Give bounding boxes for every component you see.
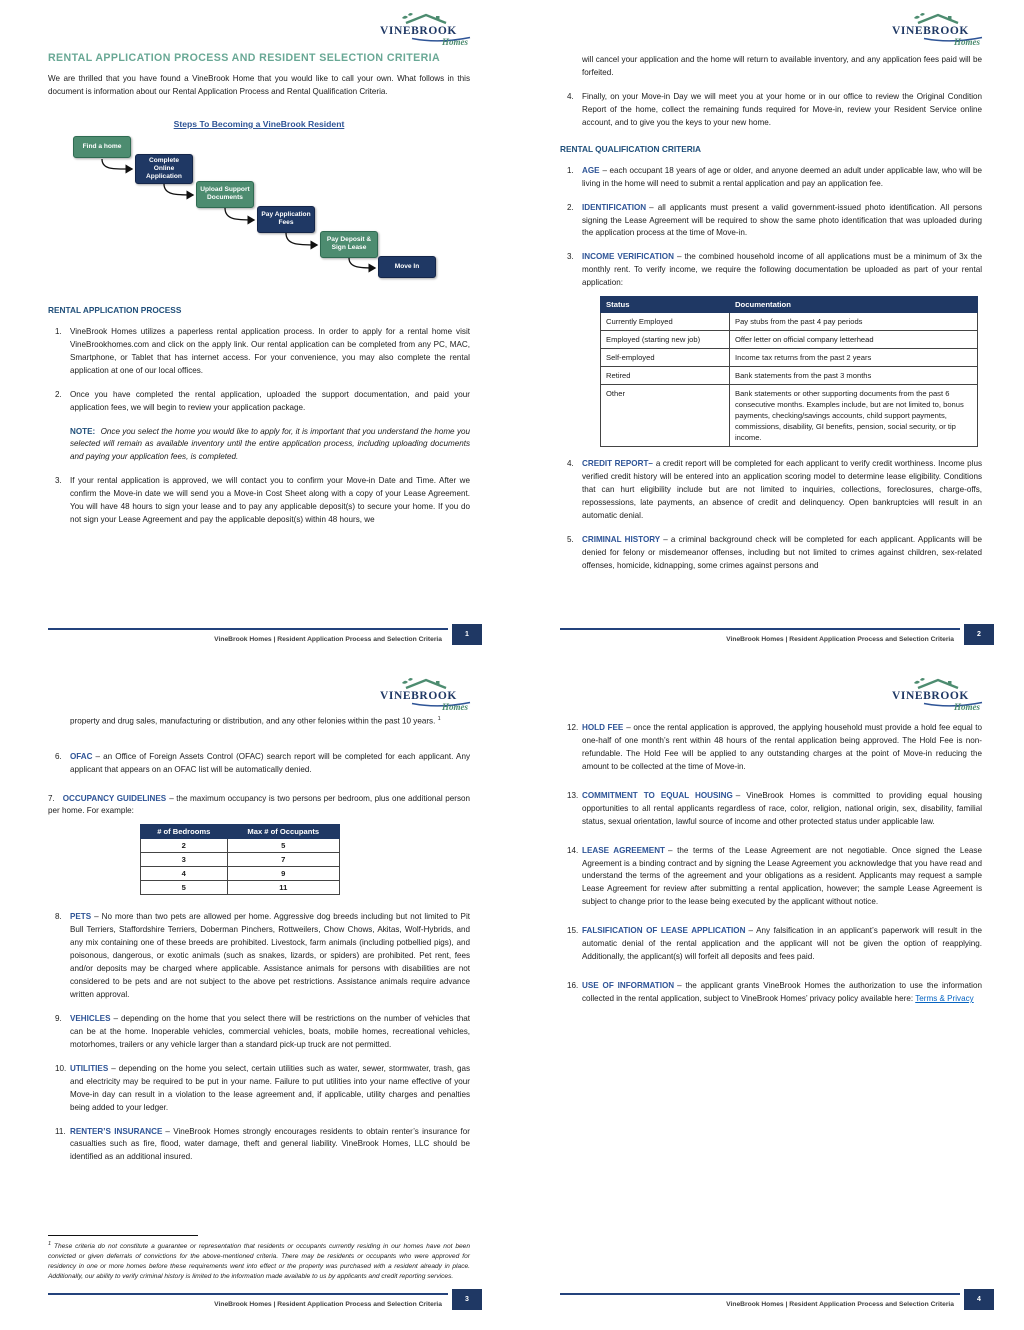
continuation-paragraph: will cancel your application and the home will return to available inventory, and any application fees paid will be forfeited. [582,55,982,77]
criteria-item-income-verification: 3. INCOME VERIFICATION – the combined household income of all applications must be a minimum of 3x the monthly rent. To verify income, we require the following documentation be uploaded as part of your rental application: [567,252,982,288]
income-documentation-table [600,296,978,447]
page-number-badge: 2 [964,624,994,645]
note-paragraph [70,426,470,465]
item-number: 3. [55,476,62,486]
list-item-1 [48,326,470,378]
page-4 [512,665,1024,1330]
table-row: 4 9 [141,867,340,881]
flowchart-title: Steps To Becoming a VineBrook Resident [173,118,345,129]
table-row: Self-employed Income tax returns from the past 2 years [601,349,978,367]
column-header-documentation: Documentation [730,297,978,313]
list-item-2 [48,389,470,415]
footer-rule [48,628,448,630]
flow-step-upload-documents: Upload Support Documents [196,181,254,208]
table-row: Employed (starting new job) Offer letter on official company letterhead [601,331,978,349]
footer-text: VineBrook Homes | Resident Application Process and Selection Criteria [214,636,442,643]
page-number-badge: 4 [964,1289,994,1310]
flow-step-pay-fees: Pay Application Fees [257,206,315,233]
terms-privacy-link[interactable]: Terms & Privacy [915,994,974,1003]
criteria-item-pets: 8. PETS – No more than two pets are allowed per home. Aggressive dog breeds including but not limited to Pit Bull Terriers, Staffordshire Terriers, Doberman Pinchers, Rottweilers, Chow Chows, Akitas, Wolf-Hybrids, and any mix containing one of these breeds are prohibited. Livestock, farm animals (including potbellied pigs), and poisonous, dangerous, or exotic animals (such as snakes, lizards, or spiders) are prohibited. Pet rent, fees and/or deposits may be charged where applicable. Assistance animals for persons with disabilities are not considered to be pets and are not subject to the above pet restrictions. Assistance animals require advance written approval. [55,912,470,999]
svg-text:Homes: Homes [954,702,980,711]
flow-step-find-a-home: Find a home [73,136,131,158]
table-row: Other Bank statements or other supporting documents from the past 6 consecutive months. Examples include, but are not limited to, bonus payments, checking/savings accounts, child support payments, commissions, disability, GI benefits, pension, social security, or tip income. [601,385,978,447]
item-number: 2. [55,389,62,399]
criteria-item-lease-agreement: 14. LEASE AGREEMENT – the terms of the Lease Agreement are not negotiable. Once signed the Lease Agreement is a binding contract and by signing the Lease Agreement you acknowledge that you have read and understand the terms of the agreement and your obligations as a resident. Applicants may request a sample Lease Agreement for review after submitting a rental application, however; the sample Lease Agreement is subject to change prior to the lease being executed by the applicant without notice. [567,845,982,907]
table-row: 2 5 [141,839,340,853]
table-row: Retired Bank statements from the past 3 months [601,367,978,385]
table-row: 5 11 [141,881,340,895]
steps-flowchart [48,133,470,291]
column-header-bedrooms: # of Bedrooms [141,825,228,839]
footnote-text: These criteria do not constitute a guarantee or representation that residents or occupants currently residing in our homes have not been convicted or given deferrals of convictions for the above-mentioned criteria. There may be residents or occupants who were approved for residency in one or more homes before these requirements went into effect or the property was purchased with a resident already in place. Additionally, our ability to verify criminal history is limited to the information made available to us by applicants and credit reporting services. [48,1243,470,1281]
criteria-item-age: 1. AGE – each occupant 18 years of age or older, and anyone deemed an adult under applicable law, who will be living in the home will need to submit a rental application and pay an application fee. [567,165,982,188]
svg-text:VINEBROOK: VINEBROOK [380,690,457,702]
flow-step-move-in: Move In [378,256,436,278]
column-header-occupants: Max # of Occupants [227,825,339,839]
criteria-keyword: AGE [582,165,600,175]
footnote-rule [48,1235,198,1236]
criteria-item-use-of-information: 16. USE OF INFORMATION – the applicant grants VineBrook Homes the authorization to use the information collected in the rental application, subject to VineBrook Homes’ privacy policy available here: Terms & Privacy [567,981,982,1003]
page-2 [512,0,1024,665]
document-title: RENTAL APPLICATION PROCESS AND RESIDENT SELECTION CRITERIA [48,52,441,64]
criteria-item-occupancy: 7. OCCUPANCY GUIDELINES – the maximum occupancy is two persons per bedroom, plus one additional person per home. For example: [48,793,470,816]
column-header-status: Status [601,297,730,313]
item-text: Once you have completed the rental application, uploaded the support documentation, and paid your application fees, we will begin to review your application package. [70,389,470,412]
page-footer [48,628,482,643]
section-rental-qualification-criteria: RENTAL QUALIFICATION CRITERIA [560,143,702,154]
page-3 [0,665,512,1330]
flow-step-pay-deposit: Pay Deposit & Sign Lease [320,231,378,258]
page-footer: VineBrook Homes | Resident Application Process and Selection Criteria 3 [48,1293,482,1308]
footnote-reference: 1 [437,716,441,722]
svg-text:Homes: Homes [954,37,980,46]
item-text: VineBrook Homes utilizes a paperless rental application process. In order to apply for a rental home visit VineBrookhomes.com and click on the apply link. Our rental application can be completed from any PC, MAC, Smartphone, or Tablet that has internet access. For your convenience, you may also complete the rental application at one of our local offices. [70,326,470,375]
criteria-item-falsification: 15. FALSIFICATION OF LEASE APPLICATION – Any falsification in an applicant’s paperwork will result in the automatic denial of the rental application and the applicant will not be given the option of reapplying. Additionally, the applicant(s) will forfeit all deposits and fees paid. [567,926,982,962]
criteria-item-hold-fee: 12. HOLD FEE – once the rental application is approved, the applying household must provide a hold fee equal to one-half of one month’s rent within 48 hours of the rental application being approved. The Hold Fee is non-refundable. The Hold Fee will be applied to any outstanding charges at the point of Move-in reducing the amount to be collected at the time of Move-in. [567,723,982,771]
criteria-item-vehicles: 9. VEHICLES – depending on the home that you select there will be restrictions on the number of vehicles that can be at the home. Inoperable vehicles, commercial vehicles, boats, mobile homes, recreational vehicles, motorhomes, trailers or any vehicle larger than a standard pick-up truck are not permitted. [55,1013,470,1049]
page-1 [0,0,512,665]
footnote [48,1235,470,1282]
note-text: Once you select the home you would like to apply for, it is important that you understand the home you selected will remain as available inventory until the entire application process, including uploading documents and paying your application fees, is completed. [70,426,471,462]
list-item-4: 4. Finally, on your Move-in Day we will meet you at your home or in our office to review the Original Condition Report of the home, collect the remaining funds required for Move-in, review your Resident Service online account, and to give you the keys to your new home. [567,91,982,127]
note-label: NOTE: [70,426,96,436]
table-row: 3 7 [141,853,340,867]
criteria-item-identification: 2. IDENTIFICATION – all applicants must present a valid government-issued photo identification. All persons signing the Lease Agreement will be required to show the same photo identification that was uploaded during the application process at the time of Move-in. [567,202,982,238]
logo-sub-text: Homes [442,37,468,46]
criteria-item-equal-housing: 13. COMMITMENT TO EQUAL HOUSING – VineBrook Homes is committed to providing equal housing opportunities to all rental applicants regardless of race, color, religion, national origin, sex, disability, familial status, sexual orientation, lawful source of income and other protected status under applicable law. [567,790,982,826]
criteria-item-criminal-history: 5. CRIMINAL HISTORY – a criminal background check will be completed for each applicant. Applicants will be denied for felony or misdemeanor offenses, including but not limited to crimes against children, sex-related offenses, homicide, kidnapping, some crimes against persons and [567,535,982,570]
section-rental-application-process: RENTAL APPLICATION PROCESS [48,304,182,315]
flow-step-complete-application: Complete Online Application [135,154,193,184]
continuation-paragraph: property and drug sales, manufacturing or distribution, and any other felonies within the past 10 years. $^1$ [70,716,441,726]
page-number-badge: 1 [452,624,482,645]
criteria-item-credit-report: 4. CREDIT REPORT– a credit report will be completed for each applicant to verify credit worthiness. Income plus verified credit history will be entered into an application scoring model to determine lease eligibility. Conditions that can hurt eligibility include but are not limited to inquiries, collections, foreclosures, charge-offs, repossessions, late payments, an absence of credit and delinquency. Open bankruptcies will result in an automatic denial. [567,459,982,521]
footnote-marker: 1 [48,1241,52,1248]
table-row: Currently Employed Pay stubs from the past 4 pay periods [601,313,978,331]
page-footer: VineBrook Homes | Resident Application Process and Selection Criteria 4 [560,1293,994,1308]
criteria-item-utilities: 10. UTILITIES – depending on the home you select, certain utilities such as water, sewer, stormwater, trash, gas and electricity may be required to be put in your name. Failure to put utilities into your name effective of your Move-in day can result in a violation to the lease agreement and, if applicable, utility charges and penalties being added to your ledger. [55,1063,470,1112]
page-footer: VineBrook Homes | Resident Application Process and Selection Criteria 2 [560,628,994,643]
item-text: If your rental application is approved, we will contact you to confirm your Move-in Date and Time. After we confirm the Move-in date we will send you a Move-in Cost Sheet along with a copy of your Lease Agreement. You will have 48 hours to sign your lease and to pay any applicable deposit(s) to secure your home. If you do not sign your Lease Agreement and pay the applicable deposit(s) within 48 hours, we [70,476,470,525]
svg-text:VINEBROOK: VINEBROOK [892,25,969,37]
item-number: 1. [55,326,62,336]
intro-paragraph: We are thrilled that you have found a VineBrook Home that you would like to call your own. What follows in this document is information about our Rental Application Process and Rental Qualification Criteria. [48,74,470,96]
criteria-item-renters-insurance: 11. RENTER’S INSURANCE – VineBrook Homes strongly encourages residents to obtain renter’s insurance for casualties such as fire, flood, water damage, theft and general liability. VineBrook Homes, LLC should be identified as an additional insured. [55,1126,470,1162]
list-item-3 [48,475,470,527]
page-number-badge: 3 [452,1289,482,1310]
logo-brand-text: VINEBROOK [380,25,457,37]
svg-text:VINEBROOK: VINEBROOK [892,690,969,702]
occupancy-table [140,824,340,895]
svg-text:Homes: Homes [442,702,468,711]
criteria-item-ofac: 6. OFAC – an Office of Foreign Assets Control (OFAC) search report will be completed for each applicant. Any applicant that appears on an OFAC list will be automatically denied. [55,751,470,774]
